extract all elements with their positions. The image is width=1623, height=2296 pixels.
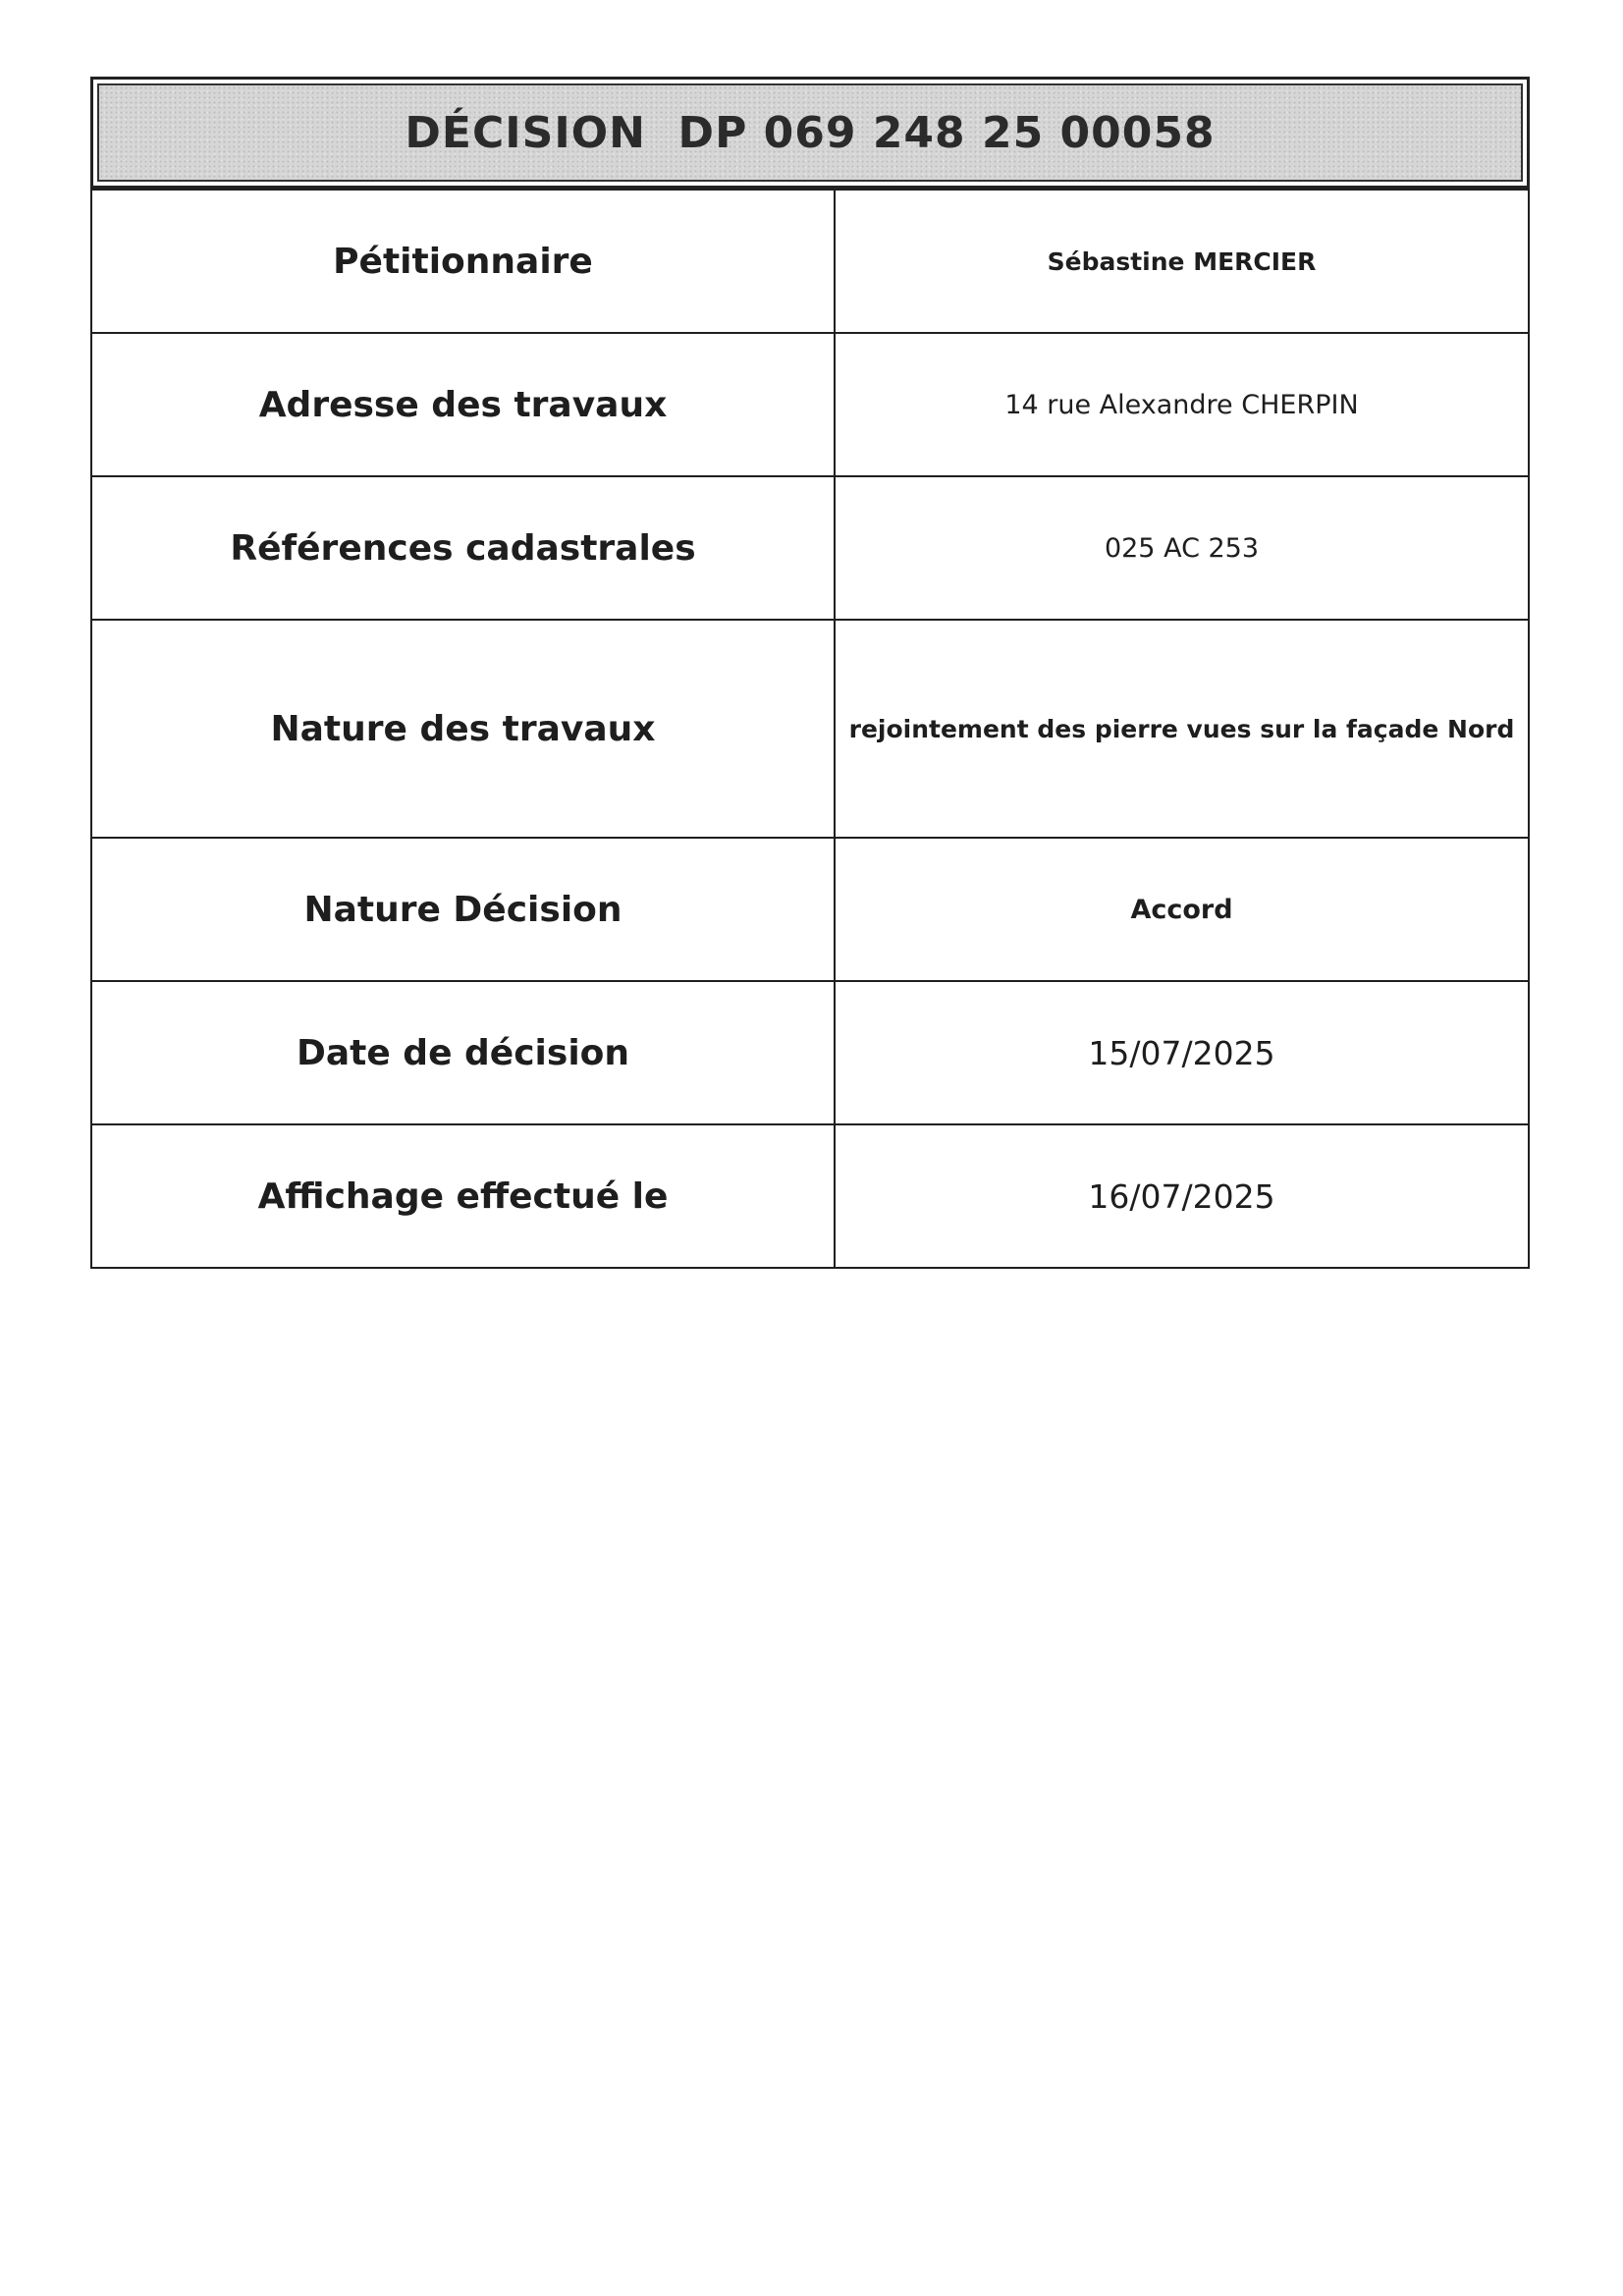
decision-table	[90, 189, 1530, 1269]
row-label: Affichage effectué le	[91, 1124, 835, 1268]
row-value: 14 rue Alexandre CHERPIN	[835, 333, 1529, 476]
row-value: rejointement des pierre vues sur la façade Nord	[835, 620, 1529, 838]
title-banner	[90, 77, 1530, 189]
title-banner-inner	[97, 83, 1523, 182]
row-value: Accord	[835, 838, 1529, 981]
row-label: Adresse des travaux	[91, 333, 835, 476]
row-label: Nature Décision	[91, 838, 835, 981]
row-value: 16/07/2025	[835, 1124, 1529, 1268]
table-row-affichage	[91, 1124, 1529, 1268]
page-title: DÉCISION DP 069 248 25 00058	[405, 107, 1216, 158]
row-label: Date de décision	[91, 981, 835, 1124]
table-row-date-decision	[91, 981, 1529, 1124]
table-row-references	[91, 476, 1529, 620]
table-row-petitionnaire	[91, 190, 1529, 333]
table-row-nature-decision	[91, 838, 1529, 981]
table-row-nature-travaux	[91, 620, 1529, 838]
decision-document	[90, 77, 1530, 1269]
row-label: Références cadastrales	[91, 476, 835, 620]
row-value: Sébastine MERCIER	[835, 190, 1529, 333]
table-row-adresse	[91, 333, 1529, 476]
row-value: 025 AC 253	[835, 476, 1529, 620]
row-label: Nature des travaux	[91, 620, 835, 838]
row-value: 15/07/2025	[835, 981, 1529, 1124]
row-label: Pétitionnaire	[91, 190, 835, 333]
